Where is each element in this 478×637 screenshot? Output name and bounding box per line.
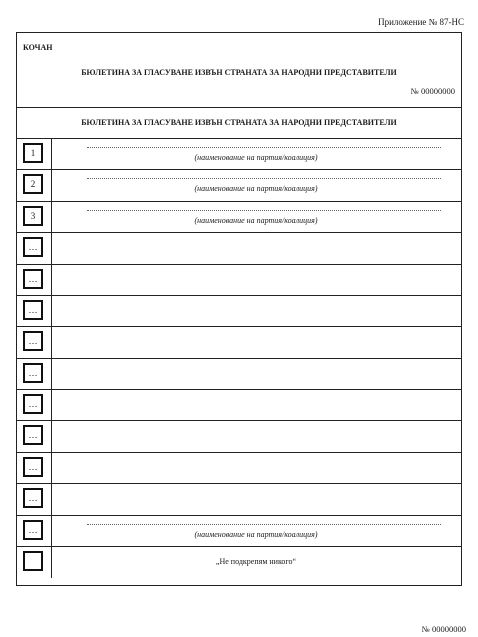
checkbox-cell (17, 265, 52, 295)
vote-checkbox[interactable]: … (23, 331, 43, 351)
checkbox-cell (17, 296, 52, 326)
stub-number: № 00000000 (410, 86, 455, 96)
checkbox-cell (17, 327, 52, 357)
checkbox-cell (17, 390, 52, 420)
vote-checkbox[interactable]: 1 (23, 143, 43, 163)
checkbox-cell (17, 233, 52, 263)
checkbox-cell (17, 359, 52, 389)
vote-checkbox[interactable]: 3 (23, 206, 43, 226)
checkbox-cell (17, 202, 52, 232)
ballot-row (17, 202, 461, 233)
ballot-title: БЮЛЕТИНА ЗА ГЛАСУВАНЕ ИЗВЪН СТРАНАТА ЗА НАРОДНИ ПРЕДСТАВИТЕЛИ (17, 108, 461, 139)
checkbox-cell (17, 453, 52, 483)
checkbox-cell (17, 516, 52, 546)
ballot-row-none (17, 547, 461, 578)
vote-checkbox[interactable]: … (23, 394, 43, 414)
vote-checkbox[interactable]: … (23, 237, 43, 257)
ballot-number: № 00000000 (421, 624, 466, 634)
vote-checkbox[interactable]: … (23, 363, 43, 383)
checkbox-cell (17, 547, 52, 578)
checkbox-cell (17, 421, 52, 451)
vote-checkbox[interactable]: … (23, 269, 43, 289)
vote-checkbox[interactable]: … (23, 425, 43, 445)
stub-label: КОЧАН (23, 43, 53, 52)
ballot-row (17, 265, 461, 296)
stub-title: БЮЛЕТИНА ЗА ГЛАСУВАНЕ ИЗВЪН СТРАНАТА ЗА НАРОДНИ ПРЕДСТАВИТЕЛИ (81, 68, 397, 77)
party-name-line (87, 147, 441, 148)
ballot-form (16, 32, 462, 586)
checkbox-cell (17, 139, 52, 169)
checkbox-cell (17, 484, 52, 514)
vote-checkbox[interactable]: 2 (23, 174, 43, 194)
party-caption: (наименование на партия/коалиция) (194, 153, 318, 162)
ballot-row (17, 170, 461, 201)
ballot-row (17, 390, 461, 421)
vote-checkbox[interactable]: … (23, 488, 43, 508)
ballot-rows (17, 139, 461, 578)
vote-checkbox[interactable]: … (23, 457, 43, 477)
party-caption: (наименование на партия/коалиция) (194, 215, 318, 225)
ballot-row (17, 139, 461, 170)
ballot-row (17, 359, 461, 390)
ballot-row (17, 327, 461, 358)
ballot-row (17, 233, 461, 264)
ballot-row (17, 453, 461, 484)
ballot-stub (17, 33, 461, 108)
party-name-line (87, 178, 441, 179)
ballot-row (17, 421, 461, 452)
vote-checkbox[interactable]: … (23, 520, 43, 540)
party-name-line (87, 524, 441, 525)
party-caption: (наименование на партия/коалиция) (194, 184, 318, 194)
appendix-label: Приложение № 87-НС (378, 17, 464, 27)
ballot-row (17, 484, 461, 515)
ballot-row (17, 296, 461, 327)
vote-checkbox-none[interactable] (23, 551, 43, 571)
none-option-label: „Не подкрепям никого“ (215, 556, 297, 566)
party-caption: (наименование на партия/коалиция) (194, 529, 318, 539)
ballot-row (17, 516, 461, 547)
vote-checkbox[interactable]: … (23, 300, 43, 320)
party-name-line (87, 210, 441, 211)
checkbox-cell (17, 170, 52, 200)
